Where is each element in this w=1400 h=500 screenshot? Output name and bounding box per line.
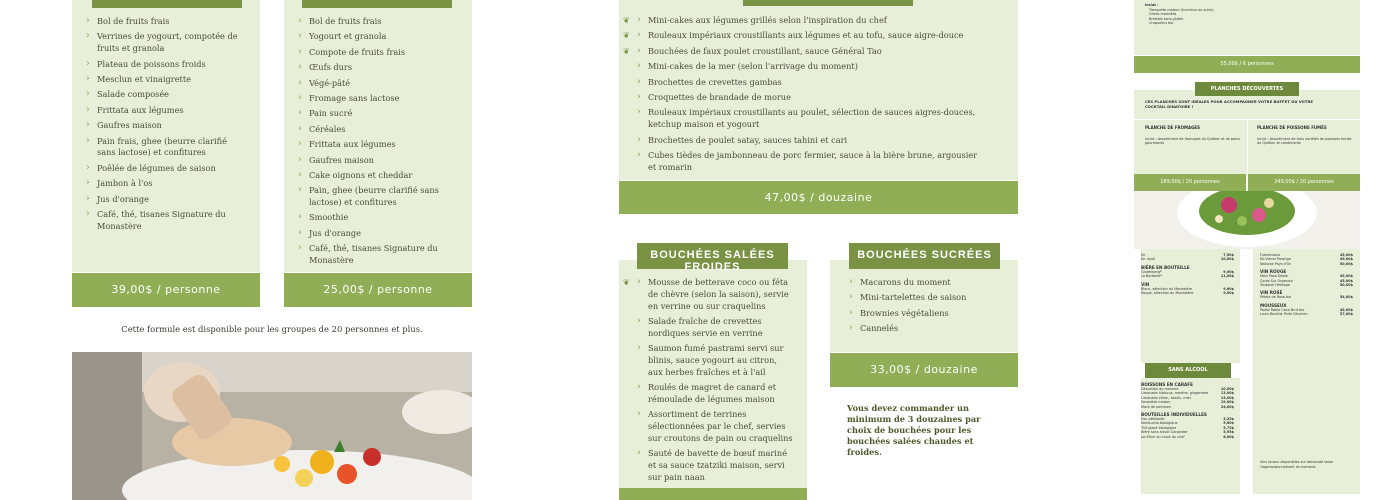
drinks-non-alcoholic	[1141, 379, 1234, 439]
drink-name: Limonade hibiscus, menthe, gingembre	[1141, 391, 1209, 396]
list-item: › Brochettes de poulet satay, sauces tahini et cari	[637, 135, 987, 147]
buffet-2-list	[298, 16, 462, 270]
inclut-title: Inclut :	[1145, 3, 1159, 7]
list-item: › Œufs durs	[298, 62, 462, 74]
planches-intro-text: CES PLANCHES SONT IDÉALES POUR ACCOMPAGNER VOTRE BUFFET OU VOTRE COCKTAIL DINATOIRE !	[1145, 99, 1313, 109]
fromages-text: Inclut : Assortiment de fromages du Québec et de pains gourmands	[1145, 136, 1240, 146]
food-photo	[72, 352, 472, 500]
salees-title: BOUCHÉES SALÉES FROIDES	[637, 243, 788, 269]
buffet-2-price: 25,00$ / personne	[284, 273, 472, 307]
inclut-item: Craquelins bio	[1149, 21, 1174, 26]
list-item: › Mousse de betterave coco ou féta de chèvre (selon la saison), servie en verrine ou sur craquelins ❦	[637, 277, 793, 312]
drink-name: Rouge, sélection du Monastère	[1141, 291, 1194, 296]
list-item: › Compote de fruits frais	[298, 47, 462, 59]
drink-price: 10,00$	[1220, 387, 1234, 391]
drink-name: Kombucha biologique	[1141, 421, 1178, 426]
poissons-text: Inclut : Assortiment de trois variétés de poissons fumés du Québec et condiments	[1257, 136, 1352, 146]
list-item: › Brochettes de crevettes gambas	[637, 77, 987, 89]
drinks-section-heading: VIN	[1141, 281, 1150, 287]
drink-name: Tautavel Héritage	[1260, 283, 1290, 288]
list-item: › Jus d'orange	[86, 194, 248, 206]
poissons-title: PLANCHE DE POISSONS FUMÉS	[1257, 125, 1327, 130]
planches-intro	[1145, 100, 1325, 109]
inclut-item: Bretzels sans gluten	[1149, 16, 1184, 21]
sucrees-list	[849, 277, 1009, 339]
drink-row	[1141, 405, 1234, 409]
list-item: › Smoothie	[298, 212, 462, 224]
list-item: › Salade fraîche de crevettes nordiques servie en verrine	[637, 316, 793, 340]
list-item: › Plateau de poissons froids	[86, 59, 248, 71]
drinks-section-heading: BIÈRE EN BOUTEILLE	[1141, 264, 1190, 270]
drink-name: Coros Sur Organico	[1260, 278, 1293, 283]
inclut-block	[1145, 3, 1265, 26]
cocktail-price: 47,00$ / douzaine	[619, 181, 1018, 214]
list-item: › Café, thé, tisanes Signature du Monastère	[86, 209, 248, 233]
drink-price: 45,00$	[1339, 274, 1353, 279]
minimum-note: Vous devez commander un minimum de 3 douzaines par choix de bouchées pour les bouchées salées chaudes et froides.	[847, 403, 981, 457]
list-item: › Cannelés	[849, 323, 1009, 335]
drink-price: 11,00$	[1220, 274, 1234, 279]
buffet-panel-2-header	[302, 0, 452, 8]
list-item: › Gaufres maison	[298, 155, 462, 167]
list-item: › Pain frais, ghee (beurre clarifié sans lactose) et confitures	[86, 136, 248, 160]
drink-price: 50,00$	[1339, 261, 1353, 266]
drink-name: Kir royal	[1141, 257, 1156, 262]
right-top-price: 55,00$ / 6 personnes	[1134, 56, 1360, 73]
drink-name: Jus Élixir au choix du chef	[1141, 434, 1185, 439]
list-item: › Gaufres maison	[86, 120, 248, 132]
list-item: › Mesclun et vinaigrette	[86, 74, 248, 86]
drink-name: Fuentenova	[1260, 253, 1280, 257]
list-item: › Brownies végétaliens	[849, 308, 1009, 320]
salees-price-bar	[619, 488, 807, 500]
drink-price: 45,00$	[1339, 257, 1353, 262]
list-item: › Fromage sans lactose	[298, 93, 462, 105]
drink-price: 57,00$	[1339, 312, 1353, 317]
fromages-price: 189,00$ / 20 personnes	[1134, 174, 1246, 191]
list-item: › Macarons du moment	[849, 277, 1009, 289]
sucrees-price: 33,00$ / douzaine	[830, 353, 1018, 387]
drink-name: Kir-Vianni Parange	[1260, 257, 1291, 262]
list-item: › Sauté de bavette de bœuf mariné et sa sauce tzatziki maison, servi sur pain naan	[637, 448, 793, 483]
drink-row	[1260, 312, 1353, 316]
inclut-item: Olives marinées	[1149, 12, 1177, 17]
drinks-section-heading: MOUSSEUX	[1260, 302, 1287, 308]
buffet-1-list	[86, 16, 248, 236]
drink-name: Pétale de Rose bio	[1260, 295, 1292, 300]
drink-price: 13,00$	[1220, 391, 1234, 396]
poissons-price: 249,00$ / 20 personnes	[1248, 174, 1360, 191]
sucrees-title: BOUCHÉES SUCRÉES	[849, 243, 1000, 269]
list-item: › Cubes tièdes de jambonneau de porc fermier, sauce à la bière brune, argousier et romarin	[637, 150, 987, 174]
inclut-list	[1145, 8, 1265, 26]
drinks-section-heading: VIN ROUGE	[1260, 269, 1287, 275]
list-item: › Pain sucré	[298, 108, 462, 120]
list-item: › Mini-cakes aux légumes grillés selon l'inspiration du chef ❦	[637, 15, 987, 27]
list-item: › Jus d'orange	[298, 228, 462, 240]
drinks-section-heading: BOUTEILLES INDIVIDUELLES	[1141, 412, 1207, 418]
drink-price: 3,25$	[1223, 417, 1234, 422]
list-item: › Bouchées de faux poulet croustillant, sauce Général Tao ❦	[637, 46, 987, 58]
list-item: › Jambon à l'os	[86, 178, 248, 190]
list-item: › Végé-pâté	[298, 78, 462, 90]
drink-name: Glutenberg*	[1141, 269, 1162, 274]
wine-footer	[1260, 460, 1353, 469]
drink-row	[1141, 257, 1234, 261]
drink-price: 9,00$	[1223, 269, 1234, 274]
poissons-block	[1257, 126, 1352, 146]
drink-price: 5,75$	[1223, 425, 1234, 430]
salees-list	[637, 277, 793, 487]
cocktail-list	[637, 15, 987, 177]
fromages-block	[1145, 126, 1240, 146]
salad-photo	[1134, 191, 1360, 249]
list-item: › Poêlée de légumes de saison	[86, 163, 248, 175]
list-item: › Pain, ghee (beurre clarifié sans lactose) et confitures	[298, 185, 462, 209]
drink-row	[1141, 435, 1234, 439]
drink-price: 9,00$	[1223, 286, 1234, 291]
drink-price: 45,00$	[1339, 307, 1353, 312]
list-item: › Rouleaux impériaux croustillants au poulet, sélection de sauces aigres-douces, ketchup maison et yogourt	[637, 107, 987, 131]
wine-footer-text: Vins locaux disponibles sur demande selon l'approvisionnement du moment.	[1260, 460, 1334, 469]
list-item: › Yogourt et granola	[298, 31, 462, 43]
drink-name: Kir	[1141, 253, 1146, 257]
drink-price: 5,95$	[1223, 430, 1234, 435]
drink-name: Eau pétillante	[1141, 417, 1165, 422]
drink-name: Bière sans alcool Carpenter	[1141, 430, 1188, 435]
list-item: › Café, thé, tisanes Signature du Monastère	[298, 243, 462, 267]
list-item: › Roulés de magret de canard et rémoulade de légumes maison	[637, 382, 793, 406]
drink-row	[1260, 283, 1353, 287]
list-item: › Mini-cakes de la mer (selon l'arrivage du moment)	[637, 61, 987, 73]
drinks-section-heading: BOISSONS EN CARAFE	[1141, 382, 1194, 387]
drink-name: La Barberie*	[1141, 274, 1163, 279]
drink-name: Limonade citron, basilic, miel	[1141, 395, 1191, 400]
list-item: › Frittata aux légumes	[298, 139, 462, 151]
food-photo-illustration	[72, 352, 472, 500]
buffet-1-price: 39,00$ / personne	[72, 273, 260, 307]
drink-price: 50,00$	[1339, 283, 1353, 288]
inclut-item: Trempette maison (hummus ou autre)	[1149, 7, 1214, 12]
drink-name: Mavi Paso Doble	[1260, 274, 1288, 279]
list-item: › Bol de fruits frais	[86, 16, 248, 28]
drink-price: 54,00$	[1339, 295, 1353, 300]
drink-name: Louis Bouillot Perle Dhumen	[1260, 312, 1308, 317]
salad-photo-illustration	[1134, 191, 1360, 249]
drink-name: Smoothie maison	[1141, 400, 1171, 405]
drink-name: Mock de pommes	[1141, 404, 1171, 409]
drink-price: 45,00$	[1339, 253, 1353, 257]
list-item: › Frittata aux légumes	[86, 105, 248, 117]
drink-row	[1141, 291, 1234, 295]
list-item: › Bol de fruits frais	[298, 16, 462, 28]
drink-price: 13,00$	[1220, 395, 1234, 400]
list-item: › Croquettes de brandade de morue	[637, 92, 987, 104]
group-footnote: Cette formule est disponible pour les groupes de 20 personnes et plus.	[121, 324, 423, 334]
cocktail-panel-header	[743, 0, 913, 6]
drink-name: Décoction du moment	[1141, 387, 1179, 391]
list-item: › Rouleaux impériaux croustillants aux légumes et au tofu, sauce aigre-douce ❦	[637, 30, 987, 42]
drink-price: 24,00$	[1220, 404, 1234, 409]
list-item: › Mini-tartelettes de saison	[849, 292, 1009, 304]
list-item: › Cake oignons et cheddar	[298, 170, 462, 182]
drink-price: 7,50$	[1223, 253, 1234, 257]
planches-vdivider	[1247, 119, 1248, 174]
drink-name: Pardo Rabla Cava Brut bio	[1260, 307, 1305, 312]
buffet-panel-1-header	[92, 0, 242, 8]
drink-row	[1260, 262, 1353, 266]
drink-price: 10,00$	[1220, 257, 1234, 262]
planches-title: PLANCHES DÉCOUVERTES	[1195, 82, 1299, 96]
drink-price: 5,60$	[1223, 421, 1234, 426]
drink-price: 6,00$	[1223, 434, 1234, 439]
drink-name: Blanc, sélection du Monastère	[1141, 286, 1193, 291]
drink-name: Naturae Pays d'Oc	[1260, 261, 1292, 266]
sans-alcool-title: SANS ALCOOL	[1145, 363, 1231, 378]
drink-price: 45,00$	[1339, 278, 1353, 283]
drink-price: 9,00$	[1223, 291, 1234, 296]
drinks-section-heading: VIN ROSÉ	[1260, 290, 1283, 296]
drink-row	[1141, 274, 1234, 278]
list-item: › Assortiment de terrines sélectionnées par le chef, servies sur croutons de pain ou craquelins	[637, 409, 793, 444]
drink-row	[1260, 295, 1353, 299]
drinks-left	[1141, 253, 1234, 295]
drink-name: Thé glacé biologique	[1141, 425, 1177, 430]
list-item: › Salade composée	[86, 89, 248, 101]
list-item: › Verrines de yogourt, compotée de fruits et granola	[86, 31, 248, 55]
fromages-title: PLANCHE DE FROMAGES	[1145, 125, 1200, 130]
drink-price: 19,00$	[1220, 400, 1234, 405]
list-item: › Saumon fumé pastrami servi sur blinis, sauce yogourt au citron, aux herbes fraîches et à l'ail	[637, 343, 793, 378]
drinks-right	[1260, 253, 1353, 317]
list-item: › Céréales	[298, 124, 462, 136]
